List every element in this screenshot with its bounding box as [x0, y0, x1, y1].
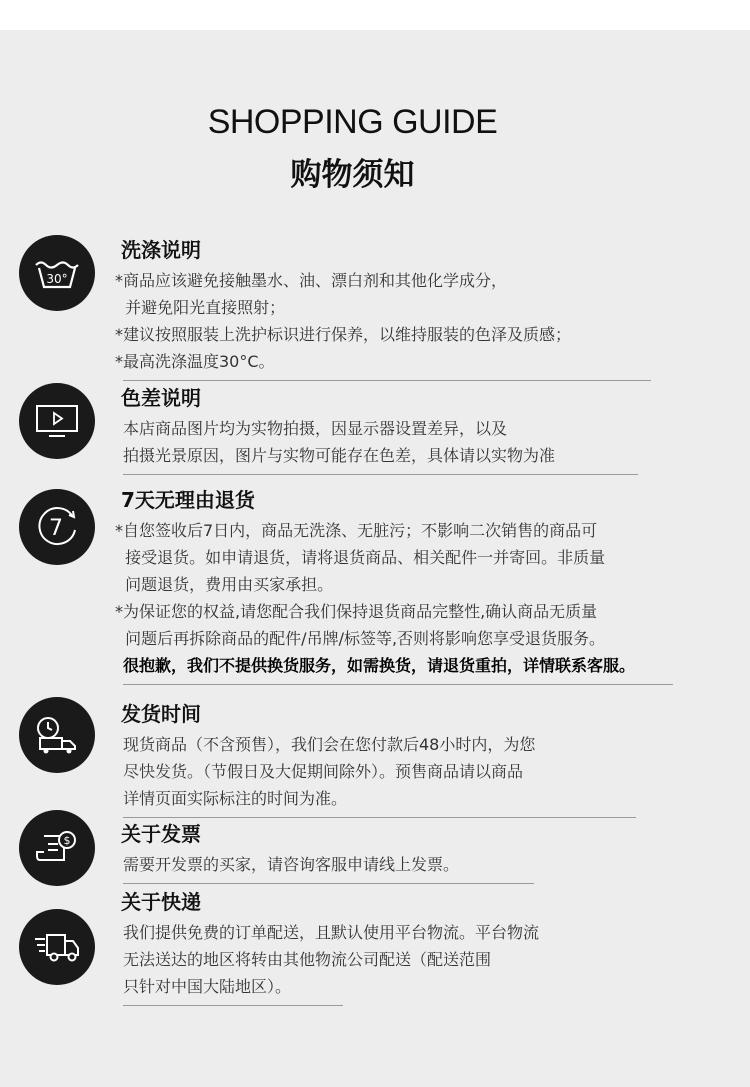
no-exchange-notice: 很抱歉，我们不提供换货服务，如需换货，请退货重拍，详情联系客服。 — [123, 656, 636, 675]
section-title: 发货时间 — [121, 702, 201, 726]
svg-text:30°: 30° — [46, 272, 68, 286]
section-line: *商品应该避免接触墨水、油、漂白剂和其他化学成分， — [115, 271, 508, 290]
section-title: 关于快递 — [121, 890, 201, 914]
wash-30-icon — [19, 235, 95, 311]
section-title: 色差说明 — [121, 386, 201, 410]
invoice-icon — [19, 810, 95, 886]
delivery-clock-icon — [19, 697, 95, 773]
section-color-difference — [115, 384, 638, 475]
section-line: 本店商品图片均为实物拍摄，因显示器设置差异，以及 — [123, 419, 508, 438]
section-line: 只针对中国大陆地区）。 — [123, 977, 292, 996]
seven-day-return-icon — [19, 489, 95, 565]
section-express-delivery — [115, 888, 539, 1006]
svg-text:7: 7 — [49, 516, 63, 541]
section-line: 无法送达的地区将转由其他物流公司配送（配送范围 — [123, 950, 492, 969]
divider — [123, 380, 651, 381]
page-title-en: SHOPPING GUIDE — [207, 103, 498, 141]
section-line: 现货商品（不含预售），我们会在您付款后48小时内，为您 — [123, 735, 536, 754]
section-line: 问题退货，费用由买家承担。 — [115, 575, 334, 594]
divider — [123, 684, 673, 685]
section-washing — [115, 236, 651, 381]
section-line: 需要开发票的买家，请咨询客服申请线上发票。 — [123, 855, 460, 874]
section-line: 我们提供免费的订单配送，且默认使用平台物流。平台物流 — [123, 923, 540, 942]
section-line: 并避免阳光直接照射； — [115, 298, 286, 317]
section-line: 详情页面实际标注的时间为准。 — [123, 789, 348, 808]
section-line: 尽快发货。（节假日及大促期间除外）。预售商品请以商品 — [123, 762, 524, 781]
fast-truck-icon — [19, 909, 95, 985]
divider — [123, 817, 636, 818]
monitor-icon — [19, 383, 95, 459]
divider — [123, 474, 638, 475]
section-line: 拍摄光景原因，图片与实物可能存在色差，具体请以实物为准 — [123, 446, 556, 465]
section-shipping-time — [115, 700, 636, 818]
section-title: 7天无理由退货 — [121, 488, 255, 512]
section-line: 问题后再拆除商品的配件/吊牌/标签等,否则将影响您享受退货服务。 — [115, 629, 606, 648]
svg-text:$: $ — [63, 834, 71, 847]
page-title-cn: 购物须知 — [290, 157, 415, 193]
section-line: *为保证您的权益,请您配合我们保持退货商品完整性,确认商品无质量 — [115, 602, 598, 621]
top-strip — [0, 0, 750, 30]
section-title: 关于发票 — [121, 822, 201, 846]
section-title: 洗涤说明 — [121, 238, 201, 262]
divider — [123, 1005, 343, 1006]
section-invoice — [115, 820, 534, 884]
section-line: *自您签收后7日内，商品无洗涤、无脏污；不影响二次销售的商品可 — [115, 521, 598, 540]
section-line: *最高洗涤温度30°C。 — [115, 352, 275, 371]
section-line: *建议按照服装上洗护标识进行保养，以维持服装的色泽及质感； — [115, 325, 572, 344]
divider — [123, 883, 534, 884]
section-line: 接受退货。如申请退货，请将退货商品、相关配件一并寄回。非质量 — [115, 548, 606, 567]
section-return-policy — [115, 486, 673, 685]
